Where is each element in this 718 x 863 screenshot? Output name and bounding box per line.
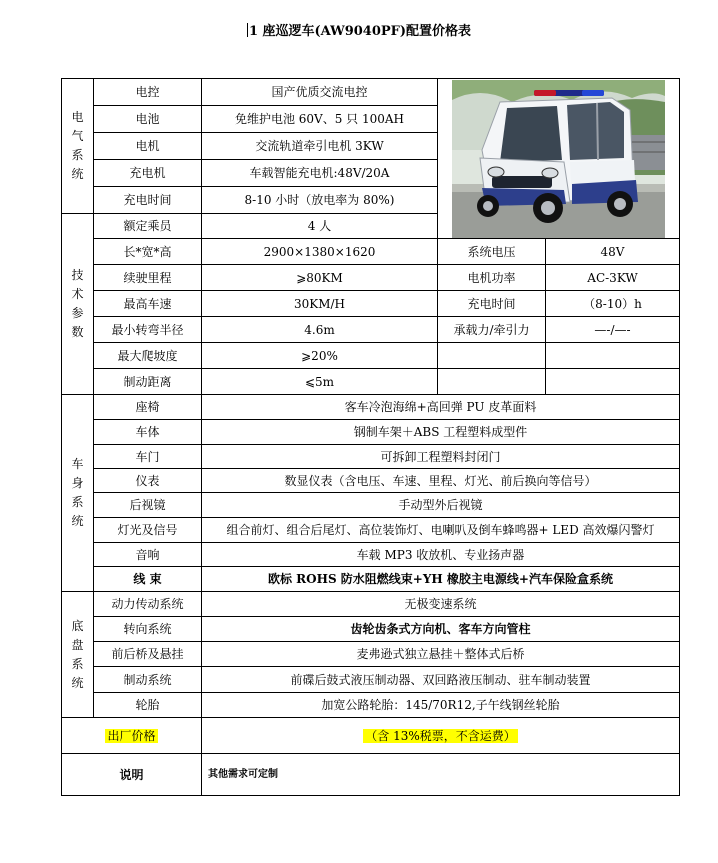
row-value: 组合前灯、组合后尾灯、高位装饰灯、电喇叭及倒车蜂鸣器+ LED 高效爆闪警灯 [202, 518, 680, 543]
vehicle-photo-cell [438, 79, 680, 239]
row-label: 轮胎 [94, 693, 202, 718]
group-electrical: 电气系统 [62, 79, 94, 214]
patrol-car-image [452, 80, 665, 238]
row-value-2: （8-10）h [546, 291, 680, 317]
row-label: 前后桥及悬挂 [94, 642, 202, 667]
group-technical: 技术参数 [62, 214, 94, 395]
text-cursor [247, 23, 248, 37]
row-label-2 [438, 369, 546, 395]
row-value: 车载智能充电机:48V/20A [202, 160, 438, 187]
row-label-2: 承载力/牵引力 [438, 317, 546, 343]
table-row [62, 667, 680, 693]
row-value: 加宽公路轮胎：145/70R12,子午线钢丝轮胎 [202, 693, 680, 718]
row-value: ⩽5m [202, 369, 438, 395]
row-value: 齿轮齿条式方向机、客车方向管柱 [202, 617, 680, 642]
row-value: 车载 MP3 收放机、专业扬声器 [202, 543, 680, 567]
price-label-cell [62, 718, 202, 754]
row-label: 电控 [94, 79, 202, 106]
note-value: 其他需求可定制 [202, 754, 680, 796]
table-row [62, 395, 680, 420]
row-label: 车门 [94, 445, 202, 469]
row-label: 后视镜 [94, 493, 202, 518]
row-label: 额定乘员 [94, 214, 202, 239]
row-value: 30KM/H [202, 291, 438, 317]
row-value-2 [546, 369, 680, 395]
table-row [62, 317, 680, 343]
row-value: 客车冷泡海绵+高回弹 PU 皮革面料 [202, 395, 680, 420]
row-value: 钢制车架＋ABS 工程塑料成型件 [202, 420, 680, 445]
table-row [62, 369, 680, 395]
row-label: 最小转弯半径 [94, 317, 202, 343]
price-value-cell [202, 718, 680, 754]
row-value: 国产优质交流电控 [202, 79, 438, 106]
row-value: 无极变速系统 [202, 592, 680, 617]
table-row [62, 693, 680, 718]
table-row [62, 567, 680, 592]
row-value-2: 48V [546, 239, 680, 265]
row-label-2 [438, 343, 546, 369]
table-row [62, 718, 680, 754]
row-value: 可拆卸工程塑料封闭门 [202, 445, 680, 469]
note-label: 说明 [62, 754, 202, 796]
row-value: 麦弗逊式独立悬挂＋整体式后桥 [202, 642, 680, 667]
table-row [62, 265, 680, 291]
row-value: 前碟后鼓式液压制动器、双回路液压制动、驻车制动装置 [202, 667, 680, 693]
row-value: 免维护电池 60V、5 只 100AH [202, 106, 438, 133]
row-value: 欧标 ROHS 防水阻燃线束+YH 橡胶主电源线+汽车保险盒系统 [202, 567, 680, 592]
price-label: 出厂价格 [107, 728, 156, 743]
table-row [62, 642, 680, 667]
row-value-2: AC-3KW [546, 265, 680, 291]
table-row [62, 493, 680, 518]
row-value: 4 人 [202, 214, 438, 239]
table-row [62, 343, 680, 369]
row-label: 制动系统 [94, 667, 202, 693]
table-row [62, 469, 680, 493]
table-row [62, 239, 680, 265]
row-value: ⩾20% [202, 343, 438, 369]
row-label: 制动距离 [94, 369, 202, 395]
table-row [62, 79, 680, 106]
page-title [0, 20, 718, 39]
table-row [62, 291, 680, 317]
row-value: 手动型外后视镜 [202, 493, 680, 518]
group-body: 车身系统 [62, 395, 94, 592]
row-label: 灯光及信号 [94, 518, 202, 543]
row-value-2 [546, 343, 680, 369]
row-label: 车体 [94, 420, 202, 445]
row-label: 音响 [94, 543, 202, 567]
row-label: 电池 [94, 106, 202, 133]
table-row [62, 445, 680, 469]
row-label: 长*宽*高 [94, 239, 202, 265]
row-value-2: —-/—- [546, 317, 680, 343]
row-value: 交流轨道牵引电机 3KW [202, 133, 438, 160]
group-chassis: 底盘系统 [62, 592, 94, 718]
table-row [62, 420, 680, 445]
row-label-2: 充电时间 [438, 291, 546, 317]
title-text: 1 座巡逻车(AW9040PF)配置价格表 [248, 24, 472, 39]
row-label-2: 系统电压 [438, 239, 546, 265]
table-row [62, 592, 680, 617]
row-value: 4.6m [202, 317, 438, 343]
row-label: 最大爬坡度 [94, 343, 202, 369]
row-label: 仪表 [94, 469, 202, 493]
table-row [62, 518, 680, 543]
table-row [62, 754, 680, 796]
row-value: 2900×1380×1620 [202, 239, 438, 265]
row-label: 最高车速 [94, 291, 202, 317]
price-value: （含 13%税票，不含运费） [365, 728, 516, 743]
spec-table [61, 78, 680, 796]
row-label: 电机 [94, 133, 202, 160]
row-label: 座椅 [94, 395, 202, 420]
row-label-2: 电机功率 [438, 265, 546, 291]
row-label: 充电机 [94, 160, 202, 187]
table-row [62, 543, 680, 567]
row-label: 续驶里程 [94, 265, 202, 291]
row-label: 动力传动系统 [94, 592, 202, 617]
row-label: 充电时间 [94, 187, 202, 214]
row-label: 线 束 [94, 567, 202, 592]
row-value: ⩾80KM [202, 265, 438, 291]
row-value: 数显仪表（含电压、车速、里程、灯光、前后换向等信号） [202, 469, 680, 493]
row-value: 8-10 小时（放电率为 80%) [202, 187, 438, 214]
row-label: 转向系统 [94, 617, 202, 642]
table-row [62, 617, 680, 642]
